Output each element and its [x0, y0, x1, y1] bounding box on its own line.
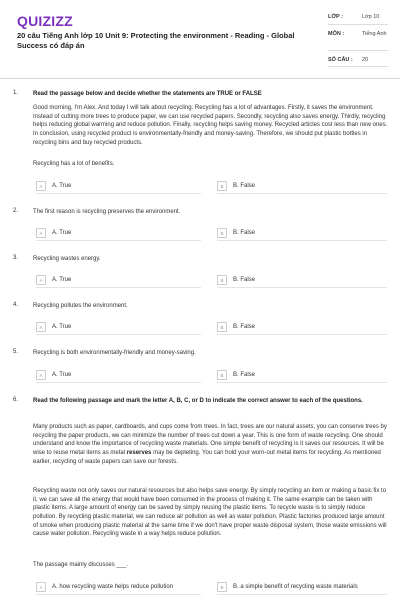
option-label: A. True — [52, 324, 72, 330]
option-label: A. True — [52, 277, 72, 283]
divider — [36, 193, 201, 194]
question-number: 4. — [13, 302, 19, 308]
divider — [328, 24, 388, 25]
option-letter-box: A — [36, 322, 46, 332]
option-label: B. False — [233, 183, 256, 189]
statement: Recycling has a lot of benefits. — [33, 161, 115, 167]
question-instruction: Read the following passage and mark the letter A, B, C, or D to indicate the correct answer to each of the questions. — [33, 398, 363, 404]
option-b[interactable] — [217, 369, 255, 381]
reading-passage-paragraph-2: Recycling waste not only saves our natural resources but also helps save energy. By simply recycling an item or making a basic fix to it, we can save all the energy that would have been consumed in the process of making it. The same example can be taken with plastic items. A large amount of energy can be saved by simply reusing the plastic items. To recycle waste is to simply reduce pollution. By recycling plastic material, we can reduce air pollution as well as water pollution. Plastic factories produced large amount of smoke when producing plastic material at the same time if we don't have proper waste disposal system, those waste emissions will cause water pollution. Recycling waste in a way helps reduce pollution. — [33, 488, 387, 538]
divider — [328, 50, 388, 51]
divider — [217, 240, 387, 241]
question-number: 1. — [13, 90, 19, 96]
question-number: 2. — [13, 208, 19, 214]
option-a[interactable] — [36, 274, 71, 286]
statement: Recycling wastes energy. — [33, 256, 101, 262]
option-b[interactable] — [217, 274, 255, 286]
page-title: 20 câu Tiếng Anh lớp 10 Unit 9: Protecting the environment - Reading - Global Success có đáp án — [17, 31, 295, 51]
option-b[interactable] — [217, 227, 255, 239]
question-number: 5. — [13, 349, 19, 355]
divider — [217, 287, 387, 288]
option-letter-box: A — [36, 370, 46, 380]
passage-text: may be depleting. You can hold your worn-out metal items for recycling. As mentioned earlier, recycling of waste papers can save our forests. — [33, 450, 381, 465]
option-label: B. False — [233, 230, 256, 236]
option-b[interactable] — [217, 180, 255, 192]
option-label: B. False — [233, 372, 256, 378]
option-a[interactable] — [36, 180, 71, 192]
option-a[interactable] — [36, 227, 71, 239]
option-letter-box: A — [36, 275, 46, 285]
divider — [36, 334, 201, 335]
subject-label: MÔN : — [328, 31, 345, 37]
option-label: B. False — [233, 324, 256, 330]
option-label: A. True — [52, 183, 72, 189]
option-letter-box: B — [217, 228, 227, 238]
class-value: Lớp 10 — [362, 14, 380, 20]
option-label: A. True — [52, 372, 72, 378]
header — [0, 0, 400, 79]
question-number: 6. — [13, 397, 19, 403]
option-letter-box: B — [217, 322, 227, 332]
option-label: B. a simple benefit of recycling waste materials — [233, 584, 358, 590]
divider — [328, 66, 388, 67]
option-letter-box: A — [36, 228, 46, 238]
divider — [36, 594, 201, 595]
option-label: A. how recycling waste helps reduce pollution — [52, 584, 174, 590]
statement: The first reason is recycling preserves the environment. — [33, 209, 181, 215]
option-letter-box: B — [217, 370, 227, 380]
quizizz-logo[interactable]: QUIZIZZ — [17, 13, 73, 29]
reading-passage-paragraph-1 — [33, 423, 388, 466]
option-a[interactable] — [36, 369, 71, 381]
option-letter-box: A — [36, 181, 46, 191]
option-a[interactable] — [36, 321, 71, 333]
question-instruction: Read the passage below and decide whether the statements are TRUE or FALSE — [33, 91, 262, 97]
highlighted-word: reserves — [126, 450, 152, 457]
class-label: LỚP : — [328, 14, 343, 20]
option-b[interactable] — [217, 581, 358, 593]
option-letter-box: B — [217, 181, 227, 191]
question-number: 3. — [13, 255, 19, 261]
divider — [36, 287, 201, 288]
divider — [217, 594, 387, 595]
reading-passage: Good morning, I'm Alex. And today I will talk about recycling. Recycling has a lot of advantages. Firstly, it saves the environment. Instead of cutting more trees to produce paper, we can use recycled papers. Secondly, recycling also saves energy. Thirdly, recycling helps reducing global warming and reduce pollution. Finally, recycling helps saving money. Recycled articles cost less than new ones. In conclusion, using recycled product is environmentally-friendly and money-saving. Therefore, we should put plastic bottles in recycling bins and buy recycled products. — [33, 105, 388, 146]
question-text: The passage mainly discusses ___. — [33, 562, 129, 568]
option-letter-box: B — [217, 582, 227, 592]
statement: Recycling is both environmentally-friendly and money-saving. — [33, 350, 196, 356]
divider — [36, 240, 201, 241]
option-letter-box: A — [36, 582, 46, 592]
option-a[interactable] — [36, 581, 173, 593]
subject-value: Tiếng Anh — [362, 31, 387, 37]
passage-text: Many products such as paper, cardboards, and cups come from trees. In fact, trees are our natural assets, you can conserve trees by recycling the paper products, we can minimize the number of trees cut down a year. This is one form of waste recycling. One should understand and know the importance of recycling waste materials. One simple benefit of recycling is it saves our resources. It will be wise to reuse metal items as metal — [33, 424, 387, 457]
statement: Recycling pollutes the environment. — [33, 303, 128, 309]
question-count-value: 20 — [362, 57, 369, 63]
option-label: A. True — [52, 230, 72, 236]
option-letter-box: B — [217, 275, 227, 285]
option-label: B. False — [233, 277, 256, 283]
divider — [217, 193, 387, 194]
question-count-label: SỐ CÂU : — [328, 57, 353, 63]
divider — [36, 382, 201, 383]
divider — [217, 334, 387, 335]
option-b[interactable] — [217, 321, 255, 333]
divider — [217, 382, 387, 383]
